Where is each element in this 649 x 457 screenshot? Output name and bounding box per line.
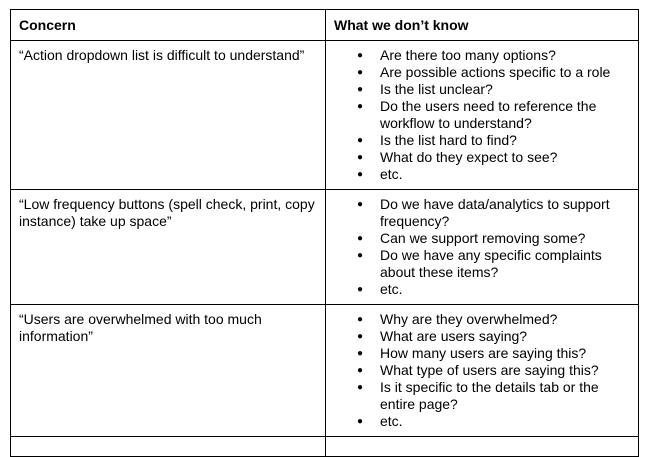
list-item: ● Do the users need to reference the workflow to understand? <box>380 98 630 132</box>
list-item: ● How many users are saying this? <box>380 345 630 362</box>
header-concern: Concern <box>11 10 326 41</box>
unknowns-cell <box>326 190 639 305</box>
list-item: ● Why are they overwhelmed? <box>380 311 630 328</box>
concern-cell: “Users are overwhelmed with too much information” <box>11 305 326 437</box>
header-unknowns: What we don’t know <box>326 10 639 41</box>
list-item: ● Do we have data/analytics to support frequency? <box>380 196 630 230</box>
concern-cell: “Action dropdown list is difficult to understand” <box>11 41 326 190</box>
list-item: ● Is the list unclear? <box>380 81 630 98</box>
list-item: ● Is it specific to the details tab or the entire page? <box>380 379 630 413</box>
list-item: ● What type of users are saying this? <box>380 362 630 379</box>
unknowns-list <box>334 311 630 430</box>
list-item: ● etc. <box>380 281 630 298</box>
list-item: ● Are possible actions specific to a role <box>380 64 630 81</box>
list-item: ● Do we have any specific complaints about these items? <box>380 247 630 281</box>
list-item: ● What are users saying? <box>380 328 630 345</box>
table-row <box>11 190 639 305</box>
list-item: ● etc. <box>380 166 630 183</box>
list-item: ● Is the list hard to find? <box>380 132 630 149</box>
list-item: ● Are there too many options? <box>380 47 630 64</box>
empty-cell <box>11 437 326 457</box>
list-item: ● Can we support removing some? <box>380 230 630 247</box>
unknowns-list <box>334 196 630 298</box>
table-row-empty <box>11 437 639 457</box>
list-item: ● What do they expect to see? <box>380 149 630 166</box>
concerns-table <box>10 9 639 457</box>
unknowns-cell <box>326 305 639 437</box>
unknowns-cell <box>326 41 639 190</box>
header-row <box>11 10 639 41</box>
unknowns-list <box>334 47 630 183</box>
list-item: ● etc. <box>380 413 630 430</box>
empty-cell <box>326 437 639 457</box>
concern-cell: “Low frequency buttons (spell check, print, copy instance) take up space” <box>11 190 326 305</box>
table-row <box>11 41 639 190</box>
table-row <box>11 305 639 437</box>
